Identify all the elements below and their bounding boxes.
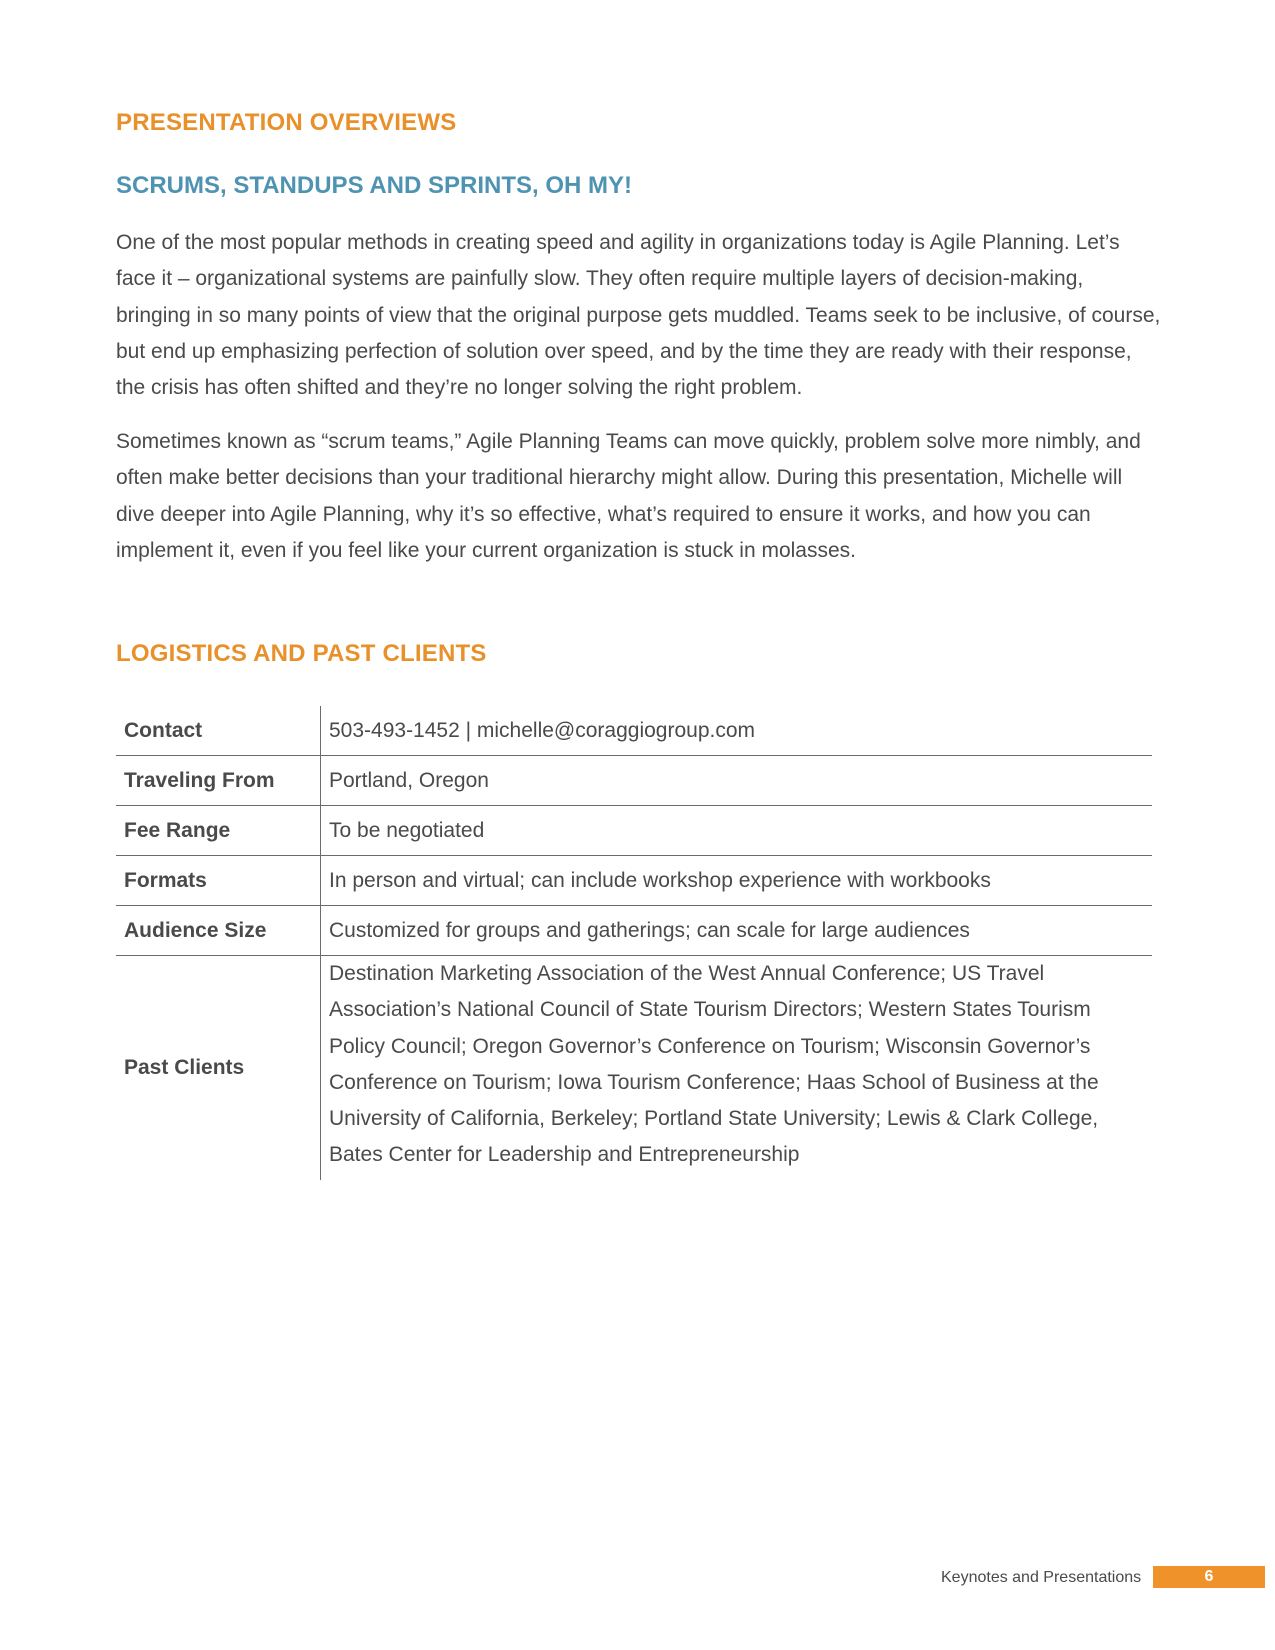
table-row xyxy=(116,706,1152,756)
row-label-contact: Contact xyxy=(116,706,321,756)
section-heading: PRESENTATION OVERVIEWS xyxy=(116,109,457,136)
logistics-table xyxy=(116,706,1152,1180)
overview-paragraph-2: Sometimes known as “scrum teams,” Agile Planning Teams can move quickly, problem solve more nimbly, and often make better decisions than your traditional hierarchy might allow. During this presentation, Michelle will dive deeper into Agile Planning, why it’s so effective, what’s required to ensure it works, and how you can implement it, even if you feel like your current organization is stuck in molasses. xyxy=(116,430,1141,562)
row-value-fee-range: To be negotiated xyxy=(321,806,1153,856)
row-value-traveling-from: Portland, Oregon xyxy=(321,756,1153,806)
table-row xyxy=(116,756,1152,806)
table-row xyxy=(116,806,1152,856)
overview-paragraph-1: One of the most popular methods in creating speed and agility in organizations today is Agile Planning. Let’s face it – organizational systems are painfully slow. They often require multiple layers of decision-making, bringing in so many points of view that the original purpose gets muddled. Teams seek to be inclusive, of course, but end up emphasizing perfection of solution over speed, and by the time they are ready with their response, the crisis has often shifted and they’re no longer solving the right problem. xyxy=(116,231,1161,400)
row-value-past-clients: Destination Marketing Association of the West Annual Conference; US Travel Association’s National Council of State Tourism Directors; Western States Tourism Policy Council; Oregon Governor’s Conference on Tourism; Wisconsin Governor’s Conference on Tourism; Iowa Tourism Conference; Haas School of Business at the University of California, Berkeley; Portland State University; Lewis & Clark College, Bates Center for Leadership and Entrepreneurship xyxy=(329,962,1099,1167)
row-value-audience-size: Customized for groups and gatherings; can scale for large audiences xyxy=(321,906,1153,956)
row-label-fee-range: Fee Range xyxy=(116,806,321,856)
row-label-formats: Formats xyxy=(116,856,321,906)
row-label-audience-size: Audience Size xyxy=(116,906,321,956)
footer-section-name: Keynotes and Presentations xyxy=(941,1569,1142,1586)
page-number-badge: 6 xyxy=(1153,1566,1265,1588)
row-label-traveling-from: Traveling From xyxy=(116,756,321,806)
logistics-heading: LOGISTICS AND PAST CLIENTS xyxy=(116,640,487,667)
row-label-past-clients: Past Clients xyxy=(116,956,321,1180)
table-row xyxy=(116,956,1152,1180)
row-value-contact: 503-493-1452 | michelle@coraggiogroup.com xyxy=(321,706,1153,756)
table-row xyxy=(116,906,1152,956)
presentation-title: SCRUMS, STANDUPS AND SPRINTS, OH MY! xyxy=(116,172,633,199)
row-value-formats: In person and virtual; can include workshop experience with workbooks xyxy=(321,856,1153,906)
table-row xyxy=(116,856,1152,906)
